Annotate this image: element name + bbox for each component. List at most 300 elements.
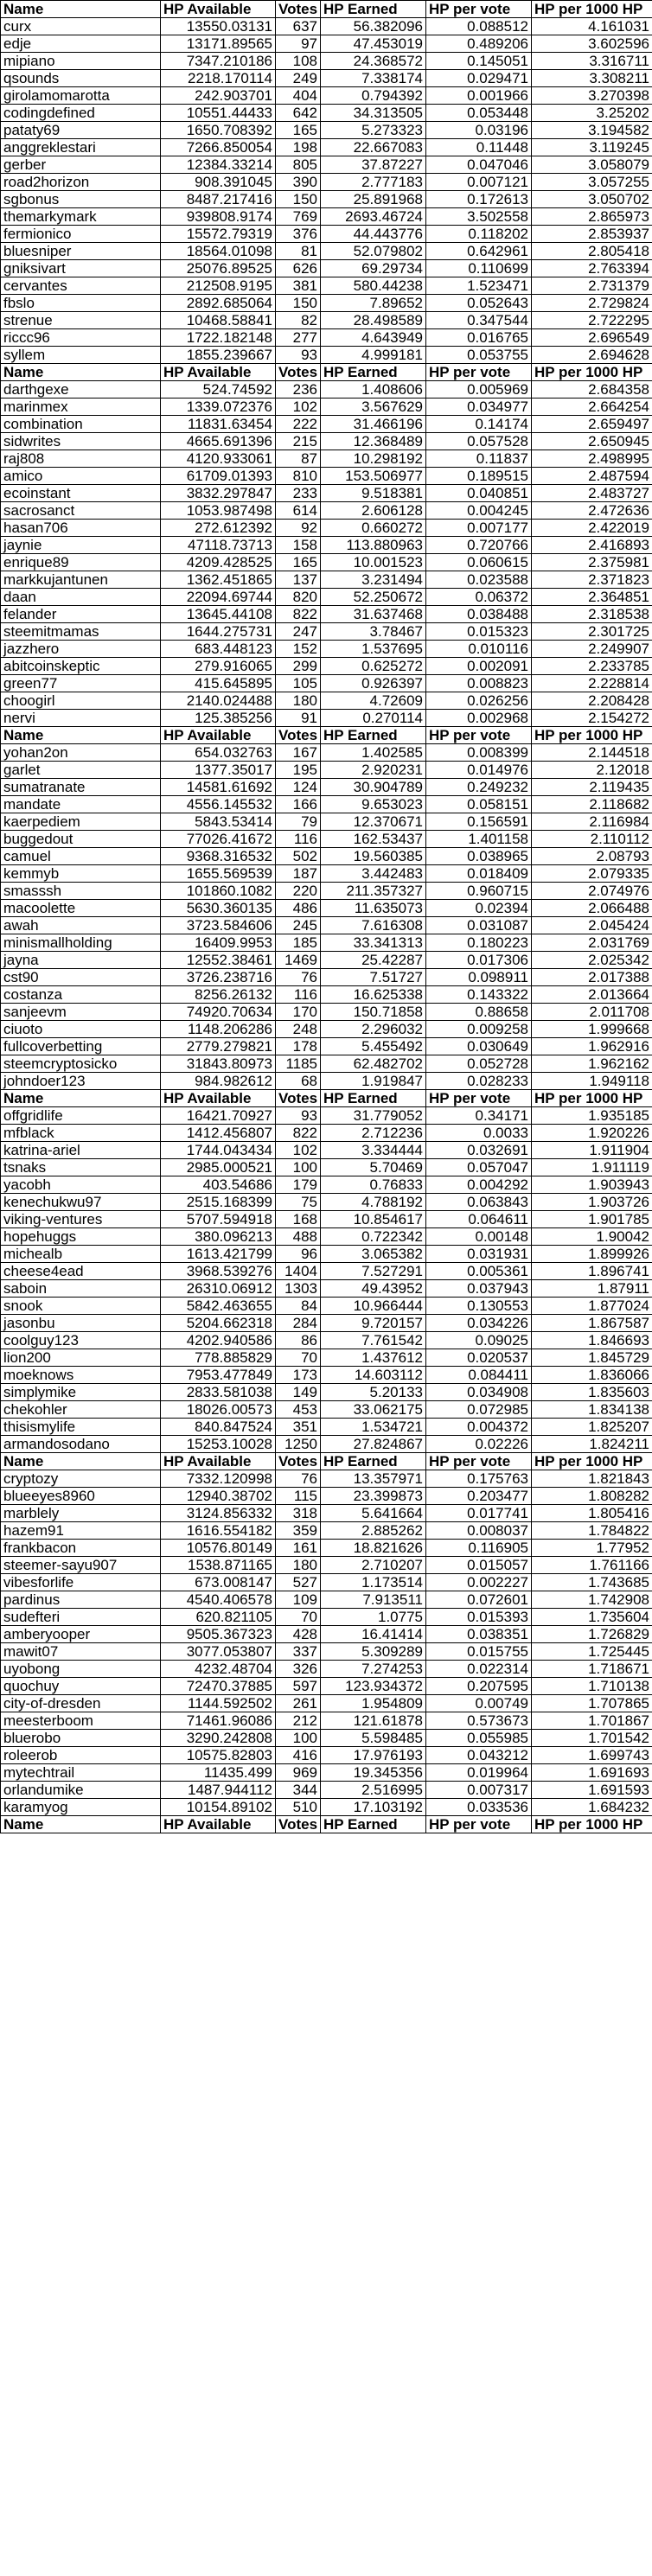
cell-name: sanjeevm: [1, 1004, 161, 1021]
cell-hp-per-1000: 3.602596: [532, 35, 652, 53]
table-row: [1, 762, 652, 779]
cell-hp-per-vote: 0.007121: [426, 174, 532, 191]
cell-hp-earned: 13.357971: [321, 1470, 426, 1488]
cell-name: johndoer123: [1, 1073, 161, 1090]
cell-votes: 180: [276, 1557, 321, 1574]
cell-hp-available: 242.903701: [161, 87, 276, 105]
cell-hp-available: 5843.53414: [161, 813, 276, 831]
header-hp-per-vote: HP per vote: [426, 1453, 532, 1470]
cell-hp-per-vote: 0.034977: [426, 399, 532, 416]
cell-hp-earned: 52.079802: [321, 243, 426, 260]
table-row: [1, 917, 652, 934]
cell-hp-per-vote: 0.11837: [426, 450, 532, 468]
cell-hp-earned: 2.710207: [321, 1557, 426, 1574]
cell-hp-per-1000: 2.013664: [532, 986, 652, 1004]
table-row: [1, 1159, 652, 1176]
cell-hp-earned: 5.273323: [321, 122, 426, 139]
table-row: [1, 710, 652, 727]
cell-votes: 1469: [276, 952, 321, 969]
cell-hp-earned: 1.919847: [321, 1073, 426, 1090]
table-row: [1, 1332, 652, 1349]
cell-hp-per-1000: 2.865973: [532, 208, 652, 226]
cell-hp-earned: 49.43952: [321, 1280, 426, 1298]
cell-name: hopehuggs: [1, 1228, 161, 1246]
cell-hp-earned: 2.777183: [321, 174, 426, 191]
cell-hp-earned: 28.498589: [321, 312, 426, 329]
cell-hp-earned: 44.443776: [321, 226, 426, 243]
cell-hp-per-vote: 0.02394: [426, 900, 532, 917]
header-row: [1, 727, 652, 744]
cell-hp-earned: 33.062175: [321, 1401, 426, 1419]
cell-hp-available: 13550.03131: [161, 18, 276, 35]
cell-name: blueeyes8960: [1, 1488, 161, 1505]
table-row: [1, 53, 652, 70]
table-row: [1, 208, 652, 226]
table-row: [1, 1263, 652, 1280]
cell-name: hasan706: [1, 520, 161, 537]
cell-hp-per-vote: 0.010116: [426, 641, 532, 658]
cell-hp-per-vote: 0.007177: [426, 520, 532, 537]
cell-votes: 179: [276, 1176, 321, 1194]
cell-hp-earned: 3.334444: [321, 1142, 426, 1159]
cell-hp-available: 10468.58841: [161, 312, 276, 329]
cell-name: cst90: [1, 969, 161, 986]
cell-name: pardinus: [1, 1591, 161, 1609]
cell-hp-per-vote: 0.001966: [426, 87, 532, 105]
cell-hp-available: 11831.63454: [161, 416, 276, 433]
cell-name: syllem: [1, 347, 161, 364]
header-hp-per-vote: HP per vote: [426, 1090, 532, 1107]
cell-hp-per-vote: 0.347544: [426, 312, 532, 329]
cell-name: cheese4ead: [1, 1263, 161, 1280]
cell-hp-earned: 2.606128: [321, 502, 426, 520]
cell-votes: 168: [276, 1211, 321, 1228]
cell-votes: 637: [276, 18, 321, 35]
cell-hp-per-1000: 2.119435: [532, 779, 652, 796]
cell-hp-available: 3290.242808: [161, 1730, 276, 1747]
cell-votes: 1303: [276, 1280, 321, 1298]
cell-name: abitcoinskeptic: [1, 658, 161, 675]
cell-hp-per-vote: 0.172613: [426, 191, 532, 208]
cell-votes: 173: [276, 1367, 321, 1384]
cell-votes: 233: [276, 485, 321, 502]
cell-name: kaerpediem: [1, 813, 161, 831]
cell-hp-earned: 7.338174: [321, 70, 426, 87]
table-row: [1, 105, 652, 122]
header-row: [1, 364, 652, 381]
cell-hp-per-1000: 1.784822: [532, 1522, 652, 1540]
cell-hp-earned: 17.103192: [321, 1799, 426, 1816]
cell-hp-per-vote: 0.052643: [426, 295, 532, 312]
cell-hp-earned: 1.534721: [321, 1419, 426, 1436]
cell-name: steemitmamas: [1, 623, 161, 641]
cell-hp-earned: 11.635073: [321, 900, 426, 917]
cell-votes: 404: [276, 87, 321, 105]
cell-votes: 180: [276, 692, 321, 710]
cell-votes: 1250: [276, 1436, 321, 1453]
cell-hp-earned: 69.29734: [321, 260, 426, 277]
cell-hp-available: 403.54686: [161, 1176, 276, 1194]
cell-hp-per-1000: 3.25202: [532, 105, 652, 122]
cell-hp-per-1000: 1.684232: [532, 1799, 652, 1816]
cell-name: costanza: [1, 986, 161, 1004]
cell-votes: 68: [276, 1073, 321, 1090]
cell-hp-earned: 9.653023: [321, 796, 426, 813]
header-name: Name: [1, 727, 161, 744]
cell-hp-per-1000: 2.416893: [532, 537, 652, 554]
cell-hp-per-1000: 2.301725: [532, 623, 652, 641]
cell-hp-earned: 9.518381: [321, 485, 426, 502]
cell-votes: 318: [276, 1505, 321, 1522]
cell-votes: 91: [276, 710, 321, 727]
cell-hp-earned: 30.904789: [321, 779, 426, 796]
table-row: [1, 1695, 652, 1712]
table-row: [1, 1712, 652, 1730]
table-row: [1, 416, 652, 433]
cell-hp-earned: 27.824867: [321, 1436, 426, 1453]
table-row: [1, 537, 652, 554]
cell-votes: 416: [276, 1747, 321, 1764]
cell-name: mytechtrail: [1, 1764, 161, 1782]
header-hp-earned: HP Earned: [321, 1816, 426, 1833]
table-row: [1, 1021, 652, 1038]
cell-hp-available: 101860.1082: [161, 883, 276, 900]
header-votes: Votes: [276, 1816, 321, 1833]
cell-votes: 167: [276, 744, 321, 762]
cell-votes: 299: [276, 658, 321, 675]
table-row: [1, 986, 652, 1004]
cell-hp-per-1000: 1.999668: [532, 1021, 652, 1038]
cell-name: kenechukwu97: [1, 1194, 161, 1211]
cell-hp-per-1000: 2.805418: [532, 243, 652, 260]
cell-hp-per-vote: 0.019964: [426, 1764, 532, 1782]
table-row: [1, 606, 652, 623]
table-row: [1, 623, 652, 641]
cell-hp-per-vote: 0.00148: [426, 1228, 532, 1246]
cell-hp-per-vote: 0.015057: [426, 1557, 532, 1574]
cell-hp-per-1000: 1.718671: [532, 1661, 652, 1678]
cell-votes: 75: [276, 1194, 321, 1211]
cell-votes: 161: [276, 1540, 321, 1557]
header-hp-per-vote: HP per vote: [426, 1816, 532, 1833]
cell-votes: 614: [276, 502, 321, 520]
cell-hp-earned: 2.296032: [321, 1021, 426, 1038]
cell-name: markkujantunen: [1, 571, 161, 589]
cell-hp-per-1000: 2.116984: [532, 813, 652, 831]
table-row: [1, 1678, 652, 1695]
cell-votes: 76: [276, 1470, 321, 1488]
cell-hp-earned: 3.78467: [321, 623, 426, 641]
cell-name: qsounds: [1, 70, 161, 87]
cell-hp-available: 2833.581038: [161, 1384, 276, 1401]
table-row: [1, 692, 652, 710]
cell-hp-earned: 3.442483: [321, 865, 426, 883]
cell-hp-available: 1613.421799: [161, 1246, 276, 1263]
cell-hp-per-1000: 1.701867: [532, 1712, 652, 1730]
cell-hp-earned: 37.87227: [321, 156, 426, 174]
cell-hp-earned: 9.720157: [321, 1315, 426, 1332]
cell-hp-per-vote: 0.005969: [426, 381, 532, 399]
table-row: [1, 468, 652, 485]
cell-hp-per-vote: 0.015393: [426, 1609, 532, 1626]
cell-votes: 376: [276, 226, 321, 243]
cell-votes: 187: [276, 865, 321, 883]
cell-hp-per-vote: 0.055985: [426, 1730, 532, 1747]
table-row: [1, 1194, 652, 1211]
table-body: [1, 1, 652, 1833]
cell-votes: 359: [276, 1522, 321, 1540]
cell-hp-per-vote: 0.015323: [426, 623, 532, 641]
table-row: [1, 900, 652, 917]
cell-name: uyobong: [1, 1661, 161, 1678]
cell-hp-per-vote: 0.004292: [426, 1176, 532, 1194]
cell-hp-per-1000: 1.903726: [532, 1194, 652, 1211]
table-row: [1, 70, 652, 87]
cell-hp-available: 4665.691396: [161, 433, 276, 450]
cell-hp-per-1000: 2.017388: [532, 969, 652, 986]
cell-hp-per-vote: 0.004245: [426, 502, 532, 520]
cell-hp-per-1000: 2.498995: [532, 450, 652, 468]
cell-hp-available: 380.096213: [161, 1228, 276, 1246]
cell-hp-earned: 0.794392: [321, 87, 426, 105]
cell-hp-per-vote: 0.06372: [426, 589, 532, 606]
cell-hp-earned: 580.44238: [321, 277, 426, 295]
cell-votes: 527: [276, 1574, 321, 1591]
cell-name: coolguy123: [1, 1332, 161, 1349]
cell-name: combination: [1, 416, 161, 433]
header-hp-per-vote: HP per vote: [426, 364, 532, 381]
cell-hp-per-1000: 1.707865: [532, 1695, 652, 1712]
cell-hp-earned: 31.466196: [321, 416, 426, 433]
cell-hp-earned: 5.309289: [321, 1643, 426, 1661]
cell-name: chekohler: [1, 1401, 161, 1419]
cell-hp-available: 7266.850054: [161, 139, 276, 156]
cell-hp-available: 3723.584606: [161, 917, 276, 934]
cell-hp-available: 1148.206286: [161, 1021, 276, 1038]
cell-votes: 510: [276, 1799, 321, 1816]
cell-hp-earned: 4.643949: [321, 329, 426, 347]
cell-hp-per-vote: 0.026256: [426, 692, 532, 710]
cell-hp-per-vote: 0.038351: [426, 1626, 532, 1643]
table-row: [1, 1557, 652, 1574]
cell-hp-per-1000: 1.735604: [532, 1609, 652, 1626]
header-hp-earned: HP Earned: [321, 1, 426, 18]
table-row: [1, 1384, 652, 1401]
cell-hp-per-vote: 0.057047: [426, 1159, 532, 1176]
cell-hp-available: 15572.79319: [161, 226, 276, 243]
cell-hp-per-1000: 1.699743: [532, 1747, 652, 1764]
cell-name: sumatranate: [1, 779, 161, 796]
cell-hp-per-1000: 1.761166: [532, 1557, 652, 1574]
cell-votes: 170: [276, 1004, 321, 1021]
cell-votes: 109: [276, 1591, 321, 1609]
cell-hp-earned: 2.920231: [321, 762, 426, 779]
cell-name: ecoinstant: [1, 485, 161, 502]
cell-hp-per-1000: 2.154272: [532, 710, 652, 727]
table-row: [1, 883, 652, 900]
cell-hp-per-1000: 1.877024: [532, 1298, 652, 1315]
cell-hp-per-vote: 3.502558: [426, 208, 532, 226]
cell-name: jasonbu: [1, 1315, 161, 1332]
cell-hp-per-1000: 1.911904: [532, 1142, 652, 1159]
cell-hp-earned: 4.788192: [321, 1194, 426, 1211]
cell-hp-earned: 0.76833: [321, 1176, 426, 1194]
cell-hp-available: 4202.940586: [161, 1332, 276, 1349]
cell-hp-earned: 16.41414: [321, 1626, 426, 1643]
cell-hp-available: 4540.406578: [161, 1591, 276, 1609]
cell-hp-earned: 34.313505: [321, 105, 426, 122]
cell-name: green77: [1, 675, 161, 692]
cell-hp-per-1000: 1.962162: [532, 1055, 652, 1073]
cell-hp-per-vote: 0.88658: [426, 1004, 532, 1021]
cell-votes: 81: [276, 243, 321, 260]
cell-hp-earned: 3.567629: [321, 399, 426, 416]
cell-hp-available: 5204.662318: [161, 1315, 276, 1332]
cell-hp-per-1000: 3.270398: [532, 87, 652, 105]
cell-hp-available: 3124.856332: [161, 1505, 276, 1522]
header-name: Name: [1, 1453, 161, 1470]
cell-votes: 124: [276, 779, 321, 796]
cell-hp-earned: 1.0775: [321, 1609, 426, 1626]
cell-hp-per-1000: 1.825207: [532, 1419, 652, 1436]
cell-hp-per-vote: 0.156591: [426, 813, 532, 831]
cell-hp-available: 1377.35017: [161, 762, 276, 779]
cell-name: kemmyb: [1, 865, 161, 883]
cell-hp-per-1000: 2.025342: [532, 952, 652, 969]
table-row: [1, 485, 652, 502]
cell-hp-per-vote: 0.028233: [426, 1073, 532, 1090]
cell-name: codingdefined: [1, 105, 161, 122]
cell-name: yohan2on: [1, 744, 161, 762]
cell-hp-available: 908.391045: [161, 174, 276, 191]
cell-votes: 453: [276, 1401, 321, 1419]
cell-hp-available: 2218.170114: [161, 70, 276, 87]
cell-votes: 822: [276, 1125, 321, 1142]
cell-votes: 805: [276, 156, 321, 174]
cell-votes: 1185: [276, 1055, 321, 1073]
cell-hp-per-vote: 0.038488: [426, 606, 532, 623]
cell-name: sudefteri: [1, 1609, 161, 1626]
cell-name: steemer-sayu907: [1, 1557, 161, 1574]
header-hp-per-1000: HP per 1000 HP: [532, 1816, 652, 1833]
cell-votes: 277: [276, 329, 321, 347]
cell-hp-available: 8256.26132: [161, 986, 276, 1004]
cell-hp-per-1000: 2.318538: [532, 606, 652, 623]
cell-hp-per-vote: 0.053448: [426, 105, 532, 122]
cell-hp-per-vote: 0.034908: [426, 1384, 532, 1401]
cell-hp-earned: 3.065382: [321, 1246, 426, 1263]
cell-hp-available: 1650.708392: [161, 122, 276, 139]
cell-hp-per-1000: 2.110112: [532, 831, 652, 848]
cell-hp-per-1000: 2.208428: [532, 692, 652, 710]
cell-hp-available: 47118.73713: [161, 537, 276, 554]
cell-votes: 502: [276, 848, 321, 865]
cell-hp-available: 2515.168399: [161, 1194, 276, 1211]
cell-hp-per-vote: 0.031087: [426, 917, 532, 934]
cell-hp-per-vote: 0.573673: [426, 1712, 532, 1730]
cell-name: thisismylife: [1, 1419, 161, 1436]
cell-hp-per-1000: 2.722295: [532, 312, 652, 329]
cell-votes: 248: [276, 1021, 321, 1038]
table-row: [1, 1470, 652, 1488]
cell-name: yacobh: [1, 1176, 161, 1194]
cell-name: anggreklestari: [1, 139, 161, 156]
cell-hp-per-vote: 0.005361: [426, 1263, 532, 1280]
cell-hp-earned: 31.637468: [321, 606, 426, 623]
cell-votes: 87: [276, 450, 321, 468]
cell-hp-per-1000: 1.911119: [532, 1159, 652, 1176]
header-hp-per-1000: HP per 1000 HP: [532, 1, 652, 18]
cell-hp-earned: 19.560385: [321, 848, 426, 865]
cell-hp-available: 1538.871165: [161, 1557, 276, 1574]
cell-hp-per-vote: 0.145051: [426, 53, 532, 70]
table-row: [1, 1125, 652, 1142]
footer-header-row: [1, 1816, 652, 1833]
cell-hp-available: 12384.33214: [161, 156, 276, 174]
cell-hp-available: 9505.367323: [161, 1626, 276, 1643]
cell-name: mfblack: [1, 1125, 161, 1142]
cell-hp-earned: 153.506977: [321, 468, 426, 485]
cell-hp-per-1000: 1.846693: [532, 1332, 652, 1349]
cell-hp-available: 3968.539276: [161, 1263, 276, 1280]
cell-name: cervantes: [1, 277, 161, 295]
cell-votes: 79: [276, 813, 321, 831]
cell-hp-available: 1053.987498: [161, 502, 276, 520]
cell-hp-per-vote: 0.203477: [426, 1488, 532, 1505]
cell-name: enrique89: [1, 554, 161, 571]
cell-hp-per-1000: 1.743685: [532, 1574, 652, 1591]
cell-votes: 820: [276, 589, 321, 606]
cell-name: sgbonus: [1, 191, 161, 208]
header-hp-available: HP Available: [161, 364, 276, 381]
cell-hp-per-1000: 1.896741: [532, 1263, 652, 1280]
cell-votes: 626: [276, 260, 321, 277]
cell-hp-per-vote: 0.020537: [426, 1349, 532, 1367]
cell-hp-available: 125.385256: [161, 710, 276, 727]
cell-votes: 381: [276, 277, 321, 295]
cell-hp-per-1000: 1.77952: [532, 1540, 652, 1557]
cell-hp-earned: 2.885262: [321, 1522, 426, 1540]
table-row: [1, 658, 652, 675]
cell-hp-available: 10551.44433: [161, 105, 276, 122]
cell-hp-per-vote: 0.02226: [426, 1436, 532, 1453]
cell-name: bluerobo: [1, 1730, 161, 1747]
table-row: [1, 433, 652, 450]
cell-hp-available: 5707.594918: [161, 1211, 276, 1228]
cell-name: tsnaks: [1, 1159, 161, 1176]
cell-votes: 1404: [276, 1263, 321, 1280]
cell-hp-per-vote: 0.060615: [426, 554, 532, 571]
cell-hp-per-1000: 1.87911: [532, 1280, 652, 1298]
cell-hp-available: 939808.9174: [161, 208, 276, 226]
cell-hp-available: 1616.554182: [161, 1522, 276, 1540]
cell-hp-per-1000: 1.949118: [532, 1073, 652, 1090]
cell-hp-per-1000: 1.836066: [532, 1367, 652, 1384]
table-row: [1, 1626, 652, 1643]
cell-name: jaynie: [1, 537, 161, 554]
table-row: [1, 571, 652, 589]
cell-hp-available: 1487.944112: [161, 1782, 276, 1799]
cell-hp-earned: 1.437612: [321, 1349, 426, 1367]
table-row: [1, 554, 652, 571]
cell-hp-per-1000: 2.08793: [532, 848, 652, 865]
cell-hp-per-1000: 3.057255: [532, 174, 652, 191]
cell-name: meesterboom: [1, 1712, 161, 1730]
cell-votes: 597: [276, 1678, 321, 1695]
cell-hp-earned: 1.537695: [321, 641, 426, 658]
cell-hp-earned: 5.455492: [321, 1038, 426, 1055]
cell-hp-available: 1744.043434: [161, 1142, 276, 1159]
